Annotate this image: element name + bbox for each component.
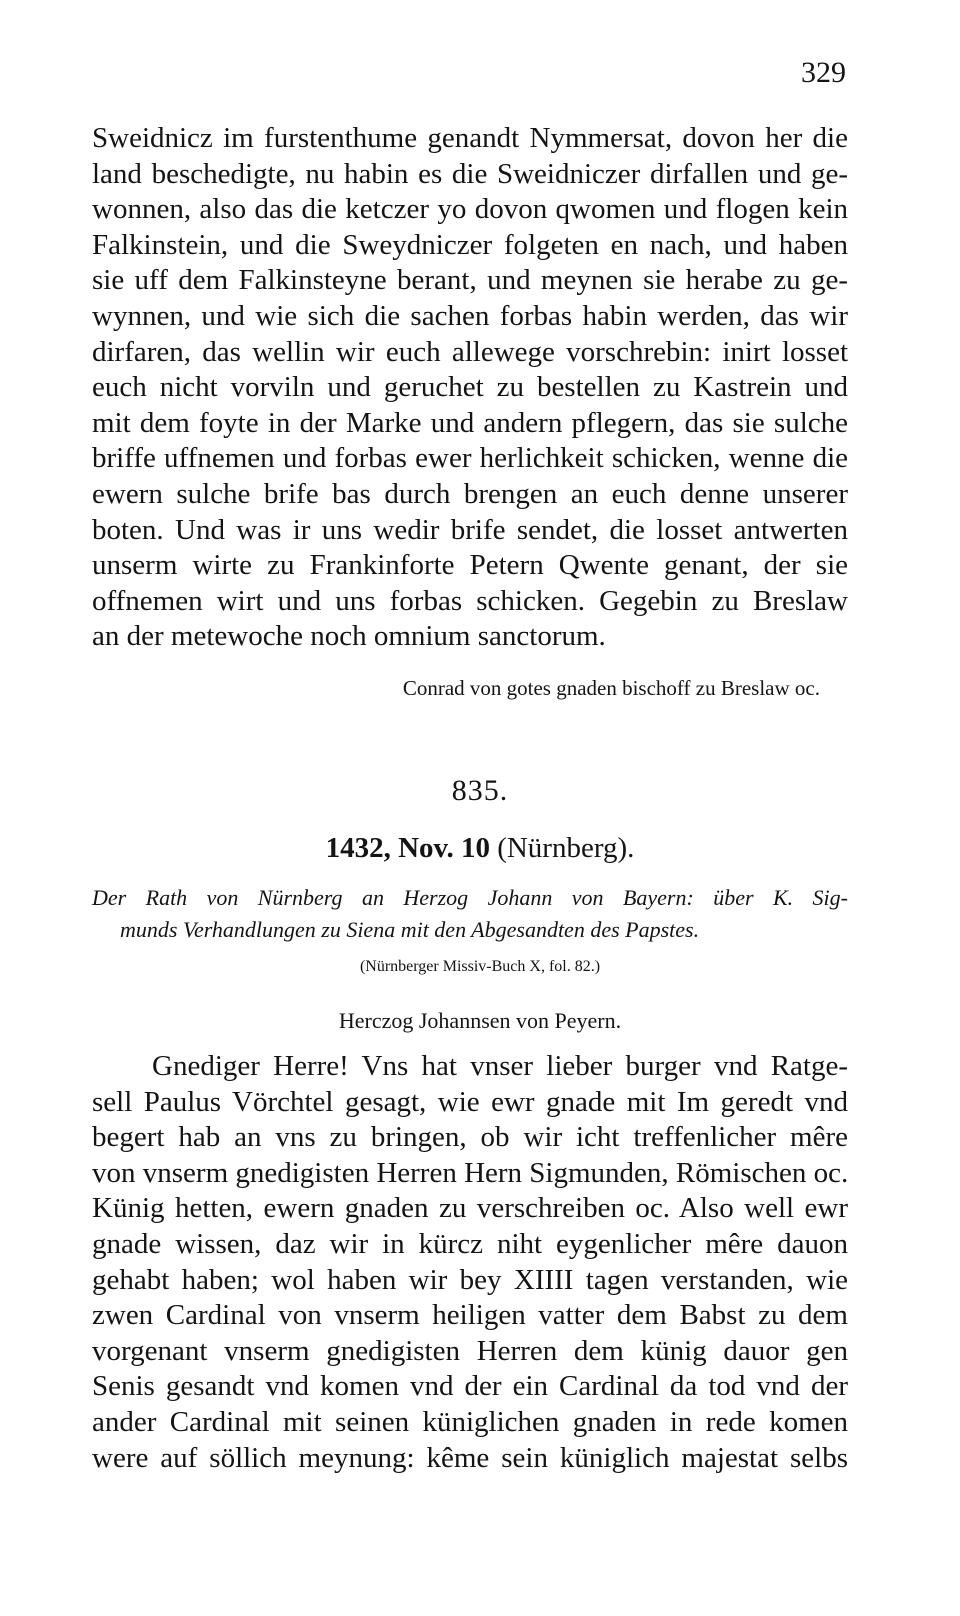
text-line: sell Paulus Vörchtel gesagt, wie ewr gnade mit Im geredt vnd <box>92 1085 848 1118</box>
text-line: Senis gesandt vnd komen vnd der ein Cardinal da tod vnd der <box>92 1370 848 1403</box>
summary-line: munds Verhandlungen zu Siena mit den Abgesandten des Papstes. <box>120 917 700 942</box>
text-line: sie uff dem Falkinsteyne berant, und meynen sie herabe zu ge- <box>92 264 848 297</box>
text-line: boten. Und was ir uns wedir brife sendet, die losset antwerten <box>92 513 848 546</box>
text-line: were auf söllich meynung: kême sein küniglich majestat selbs <box>92 1441 848 1474</box>
letter-text-continuation <box>92 121 848 655</box>
text-line: zwen Cardinal von vnserm heiligen vatter dem Babst zu dem <box>92 1299 848 1332</box>
text-line: Gnediger Herre! Vns hat vnser lieber burger vnd Ratge- <box>152 1050 848 1082</box>
text-line: ewern sulche brife bas durch brengen an euch denne unserer <box>92 477 848 510</box>
address-line: Herczog Johannsen von Peyern. <box>338 1008 622 1033</box>
letter-signature: Conrad von gotes gnaden bischoff zu Breslaw oc. <box>402 676 820 700</box>
document-summary <box>92 882 848 946</box>
text-line: wynnen, und wie sich die sachen forbas habin werden, das wir <box>92 299 848 332</box>
document-place: (Nürnberg). <box>497 832 635 864</box>
text-line: euch nicht vorviln und geruchet zu bestellen zu Kastrein und <box>92 371 848 404</box>
text-line: offnemen wirt und uns forbas schicken. Gegebin zu Breslaw <box>92 584 848 617</box>
page-number: 329 <box>801 56 846 89</box>
text-line: Falkinstein, und die Sweydniczer folgeten en nach, und haben <box>92 228 848 261</box>
text-line: Künig hetten, ewern gnaden zu verschreiben oc. Also well ewr <box>92 1192 848 1225</box>
text-line: begert hab an vns zu bringen, ob wir icht treffenlicher mêre <box>92 1121 848 1154</box>
document-number: 835. <box>451 774 509 807</box>
text-line: gnade wissen, daz wir in kürcz niht eygenlicher mêre dauon <box>92 1227 848 1260</box>
text-line: Sweidnicz im furstenthume genandt Nymmersat, dovon her die <box>92 122 848 154</box>
document-date: 1432, Nov. 10 <box>325 832 490 864</box>
letter-text <box>92 1049 848 1476</box>
text-line: dirfaren, das wellin wir euch allewege vorschrebin: inirt losset <box>92 335 848 368</box>
text-line: wonnen, also das die ketczer yo dovon qwomen und flogen kein <box>92 193 848 226</box>
text-line: gehabt haben; wol haben wir bey XIIII tagen verstanden, wie <box>92 1263 848 1296</box>
text-line: an der metewoche noch omnium sanctorum. <box>92 620 606 653</box>
text-line: land beschedigte, nu habin es die Sweidniczer dirfallen und ge- <box>92 157 848 190</box>
text-line: mit dem foyte in der Marke und andern pflegern, das sie sulche <box>92 406 848 439</box>
text-line: von vnserm gnedigisten Herren Hern Sigmunden, Römischen oc. <box>92 1156 849 1189</box>
summary-line: Der Rath von Nürnberg an Herzog Johann von Bayern: über K. Sig- <box>92 885 848 910</box>
text-line: vorgenant vnserm gnedigisten Herren dem künig dauor gen <box>92 1334 848 1367</box>
source-note: (Nürnberger Missiv-Buch X, fol. 82.) <box>359 958 601 975</box>
text-line: briffe uffnemen und forbas ewer herlichkeit schicken, wenne die <box>92 442 848 475</box>
document-heading <box>0 832 960 865</box>
text-line: unserm wirte zu Frankinforte Petern Qwente genant, der sie <box>92 549 848 582</box>
text-line: ander Cardinal mit seinen küniglichen gnaden in rede komen <box>92 1405 848 1438</box>
